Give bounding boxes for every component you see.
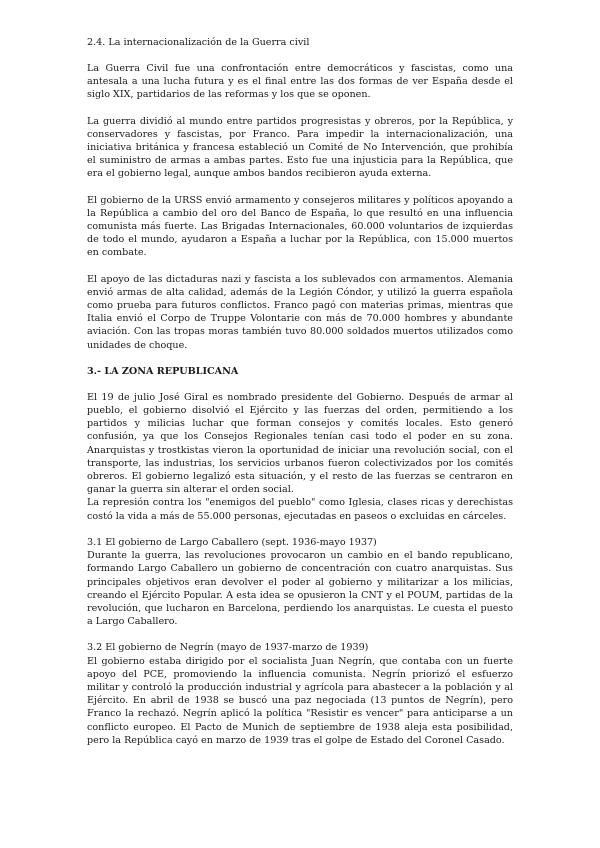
- paragraph-negrin: El gobierno estaba dirigido por el socialista Juan Negrín, que contaba con un fuerte apoyo del PCE, promoviendo la influencia comunista. Negrín priorizó el esfuerzo militar y controló la producción industrial y agrícola para abastecer a la población y al Ejército. En abril de 1938 se buscó una paz negociada (13 puntos de Negrín), pero Franco la rechazó. Negrín aplicó la política "Resistir es vencer" para anticiparse a un conflicto europeo. El Pacto de Munich de septiembre de 1938 aleja esta posibilidad, pero la República cayó en marzo de 1939 tras el golpe de Estado del Coronel Casado.: [87, 655, 513, 746]
- section-title-largo-caballero: 3.1 El gobierno de Largo Caballero (sept. 1936-mayo 1937): [87, 536, 377, 548]
- paragraph-dictaduras: El apoyo de las dictaduras nazi y fascista a los sublevados con armamentos. Alemania envió armas de alta calidad, además de la Legión Cóndor, y utilizó la guerra española como prueba para futuros conflictos. Franco pagó con materias primas, mientras que Italia envió el Corpo de Truppe Volontarie con más de 70.000 hombres y abundante aviación. Con las tropas moras también tuvo 80.000 soldados muertos utilizados como unidades de choque.: [87, 273, 513, 351]
- paragraph-division-mundo: La guerra dividió al mundo entre partidos progresistas y obreros, por la República, y conservadores y fascistas, por Franco. Para impedir la internacionalización, una iniciativa británica y francesa estableció un Comité de No Intervención, que prohibía el suministro de armas a ambas partes. Esto fue una injusticia para la República, que era el gobierno legal, aunque ambos bandos recibieron ayuda externa.: [87, 115, 513, 180]
- paragraph-giral: El 19 de julio José Giral es nombrado presidente del Gobierno. Después de armar al pueblo, el gobierno disolvió el Ejército y las fuerzas del orden, permitiendo a los partidos y milicias luchar que forman consejos y comités locales. Esto generó confusión, ya que los Consejos Regionales tenían casi todo el poder en su zona. Anarquistas y trostkistas vieron la oportunidad de iniciar una revolución social, con el transporte, las industrias, los servicios urbanos fueron colectivizados por los comités obreros. El gobierno legalizó esta situación, y el resto de las fuerzas se centraron en ganar la guerra sin alterar el orden social.: [87, 391, 513, 496]
- paragraph-represion: La represión contra los "enemigos del pueblo" como Iglesia, clases ricas y derechistas costó la vida a más de 55.000 personas, ejecutadas en paseos o excluidas en cárceles.: [87, 497, 513, 522]
- paragraph-confrontacion: La Guerra Civil fue una confrontación entre democráticos y fascistas, como una antesala a una lucha futura y es el final entre las dos formas de ver España desde el siglo XIX, partidarios de las reformas y los que se oponen.: [87, 63, 513, 101]
- section-title-internacionalizacion: 2.4. La internacionalización de la Guerra civil: [87, 37, 310, 48]
- section-title-zona-republicana: 3.- LA ZONA REPUBLICANA: [87, 365, 239, 377]
- paragraph-largo-caballero: Durante la guerra, las revoluciones provocaron un cambio en el bando republicano, formando Largo Caballero un gobierno de concentración con cuatro anarquistas. Sus principales objetivos eran devolver el poder al gobierno y militarizar a los milicias, creando el Ejército Popular. A esta idea se opusieron la CNT y el POUM, partidas de la revolución, que lucharon en Barcelona, perdiendo los anarquistas. Le cuesta el puesto a Largo Caballero.: [87, 550, 513, 628]
- section-title-negrin: 3.2 El gobierno de Negrín (mayo de 1937-marzo de 1939): [87, 642, 369, 654]
- paragraph-urss: El gobierno de la URSS envió armamento y consejeros militares y políticos apoyando a la República a cambio del oro del Banco de España, lo que resultó en una influencia comunista más fuerte. Las Brigadas Internacionales, 60.000 voluntarios de izquierdas de todo el mundo, ayudaron a España a luchar por la República, con 15.000 muertos en combate.: [87, 194, 513, 259]
